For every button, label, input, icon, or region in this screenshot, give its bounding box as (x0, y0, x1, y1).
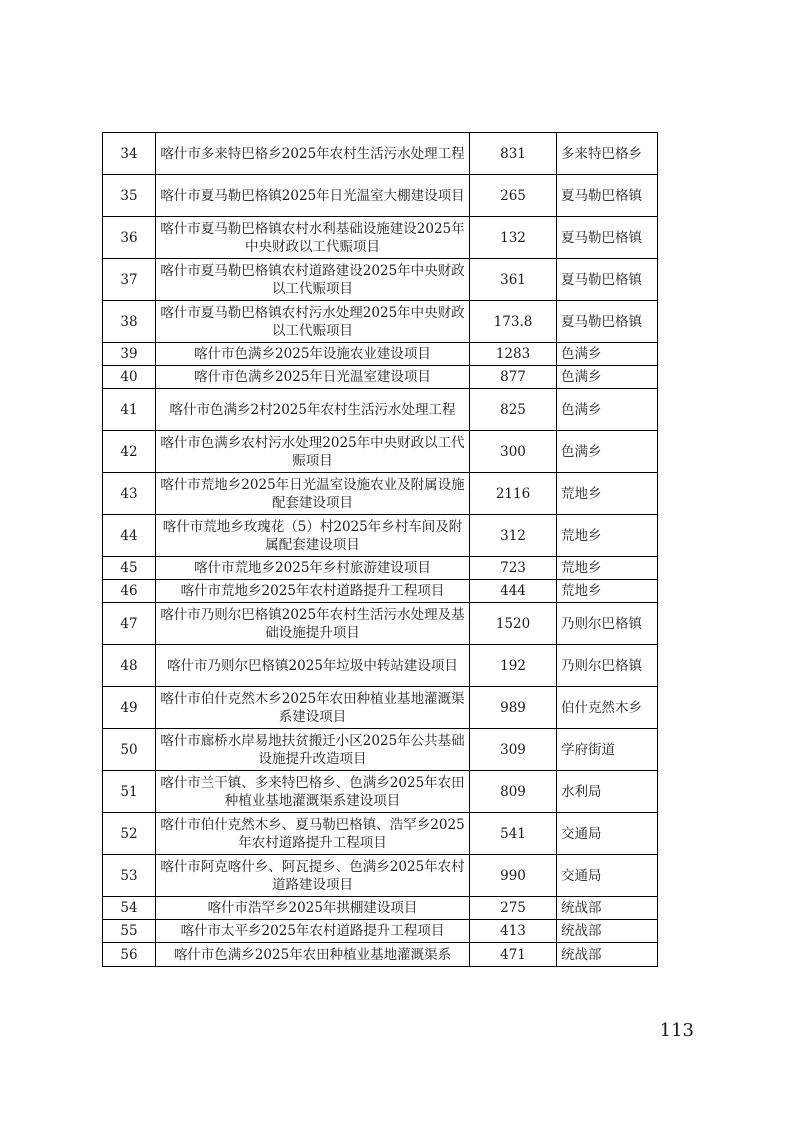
responsible-unit: 夏马勒巴格镇 (557, 301, 658, 343)
table-row (103, 301, 658, 343)
project-amount: 312 (470, 515, 557, 557)
row-number: 49 (103, 687, 156, 729)
project-amount: 413 (470, 920, 557, 943)
row-number: 39 (103, 343, 156, 366)
project-name: 喀什市色满乡农村污水处理2025年中央财政以工代赈项目 (156, 431, 470, 473)
project-amount: 265 (470, 175, 557, 217)
project-amount: 989 (470, 687, 557, 729)
project-amount: 275 (470, 897, 557, 920)
row-number: 50 (103, 729, 156, 771)
project-amount: 132 (470, 217, 557, 259)
row-number: 37 (103, 259, 156, 301)
row-number: 47 (103, 603, 156, 645)
responsible-unit: 夏马勒巴格镇 (557, 175, 658, 217)
responsible-unit: 色满乡 (557, 431, 658, 473)
responsible-unit: 统战部 (557, 897, 658, 920)
project-amount: 831 (470, 133, 557, 175)
responsible-unit: 学府街道 (557, 729, 658, 771)
row-number: 48 (103, 645, 156, 687)
project-name: 喀什市阿克喀什乡、阿瓦提乡、色满乡2025年农村道路建设项目 (156, 855, 470, 897)
project-amount: 2116 (470, 473, 557, 515)
table-row (103, 729, 658, 771)
table-row (103, 943, 658, 967)
project-table (102, 132, 658, 967)
row-number: 38 (103, 301, 156, 343)
table-row (103, 855, 658, 897)
project-name: 喀什市夏马勒巴格镇农村道路建设2025年中央财政以工代赈项目 (156, 259, 470, 301)
project-name: 喀什市伯什克然木乡2025年农田种植业基地灌溉渠系建设项目 (156, 687, 470, 729)
table-row (103, 603, 658, 645)
responsible-unit: 色满乡 (557, 389, 658, 431)
project-name: 喀什市太平乡2025年农村道路提升工程项目 (156, 920, 470, 943)
table-row (103, 920, 658, 943)
project-amount: 471 (470, 943, 557, 967)
responsible-unit: 水利局 (557, 771, 658, 813)
table-row (103, 133, 658, 175)
row-number: 41 (103, 389, 156, 431)
responsible-unit: 统战部 (557, 943, 658, 967)
responsible-unit: 色满乡 (557, 343, 658, 366)
project-name: 喀什市伯什克然木乡、夏马勒巴格镇、浩罕乡2025年农村道路提升工程项目 (156, 813, 470, 855)
project-amount: 541 (470, 813, 557, 855)
responsible-unit: 伯什克然木乡 (557, 687, 658, 729)
project-amount: 723 (470, 557, 557, 580)
table-row (103, 515, 658, 557)
project-amount: 990 (470, 855, 557, 897)
responsible-unit: 荒地乡 (557, 580, 658, 603)
responsible-unit: 统战部 (557, 920, 658, 943)
table-row (103, 645, 658, 687)
table-row (103, 175, 658, 217)
project-name: 喀什市荒地乡2025年日光温室设施农业及附属设施配套建设项目 (156, 473, 470, 515)
responsible-unit: 色满乡 (557, 366, 658, 389)
row-number: 35 (103, 175, 156, 217)
row-number: 36 (103, 217, 156, 259)
responsible-unit: 夏马勒巴格镇 (557, 217, 658, 259)
table-row (103, 687, 658, 729)
project-name: 喀什市荒地乡玫瑰花（5）村2025年乡村车间及附属配套建设项目 (156, 515, 470, 557)
project-name: 喀什市乃则尔巴格镇2025年垃圾中转站建设项目 (156, 645, 470, 687)
row-number: 56 (103, 943, 156, 967)
responsible-unit: 荒地乡 (557, 515, 658, 557)
project-name: 喀什市兰干镇、多来特巴格乡、色满乡2025年农田种植业基地灌溉渠系建设项目 (156, 771, 470, 813)
project-name: 喀什市荒地乡2025年乡村旅游建设项目 (156, 557, 470, 580)
project-amount: 825 (470, 389, 557, 431)
project-amount: 309 (470, 729, 557, 771)
table-row (103, 771, 658, 813)
project-name: 喀什市多来特巴格乡2025年农村生活污水处理工程 (156, 133, 470, 175)
row-number: 42 (103, 431, 156, 473)
row-number: 43 (103, 473, 156, 515)
responsible-unit: 荒地乡 (557, 557, 658, 580)
project-name: 喀什市夏马勒巴格镇2025年日光温室大棚建设项目 (156, 175, 470, 217)
project-amount: 1283 (470, 343, 557, 366)
table-row (103, 389, 658, 431)
project-name: 喀什市浩罕乡2025年拱棚建设项目 (156, 897, 470, 920)
table-row (103, 366, 658, 389)
table-row (103, 431, 658, 473)
row-number: 52 (103, 813, 156, 855)
responsible-unit: 交通局 (557, 813, 658, 855)
responsible-unit: 乃则尔巴格镇 (557, 603, 658, 645)
row-number: 53 (103, 855, 156, 897)
project-name: 喀什市色满乡2025年设施农业建设项目 (156, 343, 470, 366)
table-row (103, 557, 658, 580)
project-name: 喀什市色满乡2村2025年农村生活污水处理工程 (156, 389, 470, 431)
row-number: 40 (103, 366, 156, 389)
responsible-unit: 多来特巴格乡 (557, 133, 658, 175)
responsible-unit: 夏马勒巴格镇 (557, 259, 658, 301)
project-name: 喀什市乃则尔巴格镇2025年农村生活污水处理及基础设施提升项目 (156, 603, 470, 645)
responsible-unit: 乃则尔巴格镇 (557, 645, 658, 687)
project-name: 喀什市荒地乡2025年农村道路提升工程项目 (156, 580, 470, 603)
project-amount: 361 (470, 259, 557, 301)
row-number: 46 (103, 580, 156, 603)
row-number: 54 (103, 897, 156, 920)
project-name: 喀什市廊桥水岸易地扶贫搬迁小区2025年公共基础设施提升改造项目 (156, 729, 470, 771)
project-amount: 444 (470, 580, 557, 603)
project-amount: 877 (470, 366, 557, 389)
project-amount: 1520 (470, 603, 557, 645)
project-amount: 192 (470, 645, 557, 687)
table-row (103, 897, 658, 920)
table-row (103, 217, 658, 259)
responsible-unit: 荒地乡 (557, 473, 658, 515)
project-name: 喀什市夏马勒巴格镇农村污水处理2025年中央财政以工代赈项目 (156, 301, 470, 343)
table-row (103, 259, 658, 301)
row-number: 44 (103, 515, 156, 557)
project-amount: 809 (470, 771, 557, 813)
table-row (103, 473, 658, 515)
row-number: 45 (103, 557, 156, 580)
project-name: 喀什市色满乡2025年农田种植业基地灌溉渠系 (156, 943, 470, 967)
table-row (103, 580, 658, 603)
table-row (103, 813, 658, 855)
row-number: 55 (103, 920, 156, 943)
row-number: 34 (103, 133, 156, 175)
table-body (103, 133, 658, 967)
project-name: 喀什市夏马勒巴格镇农村水利基础设施建设2025年中央财政以工代赈项目 (156, 217, 470, 259)
page-number: 113 (659, 1020, 694, 1041)
project-name: 喀什市色满乡2025年日光温室建设项目 (156, 366, 470, 389)
project-amount: 173.8 (470, 301, 557, 343)
row-number: 51 (103, 771, 156, 813)
table-row (103, 343, 658, 366)
project-amount: 300 (470, 431, 557, 473)
responsible-unit: 交通局 (557, 855, 658, 897)
